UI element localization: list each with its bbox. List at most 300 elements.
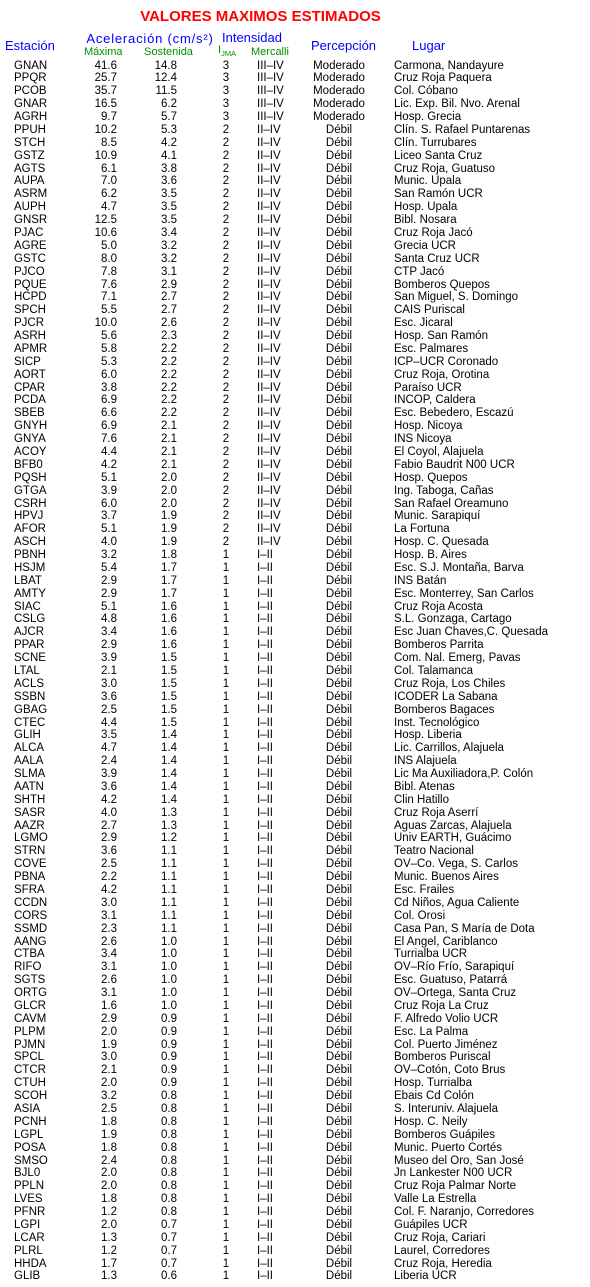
table-body [0,60,590,1284]
table-row [0,858,590,871]
max-acceleration: 3.1 [101,961,117,974]
max-acceleration: 2.0 [101,1218,117,1231]
sustained-acceleration: 1.1 [161,896,177,909]
perception: Moderado [313,72,365,85]
column-header-perception: Percepción [311,38,377,53]
station-code: PLRL [14,1244,43,1257]
station-code: ORTG [14,987,48,1000]
sustained-acceleration: 1.9 [161,510,177,523]
max-acceleration: 2.5 [101,858,117,871]
jma-intensity: 1 [222,768,230,781]
jma-intensity: 2 [222,471,230,484]
perception: Débil [325,871,353,884]
mercalli-intensity: I–II [257,845,273,858]
mercalli-intensity: I–II [257,690,273,703]
jma-intensity: 1 [222,549,230,562]
table-row [0,1245,590,1258]
table-row [0,536,590,549]
sustained-acceleration: 1.3 [161,819,177,832]
subheader-jma-intensity [218,44,236,57]
table-row [0,884,590,897]
perception: Débil [325,845,353,858]
station-code: PJCR [14,317,45,330]
perception: Débil [325,626,353,639]
station-code: AAZR [14,819,45,832]
table-row [0,343,590,356]
mercalli-intensity: I–II [257,677,273,690]
station-code: PPLN [14,1180,45,1193]
perception: Débil [325,858,353,871]
table-row [0,317,590,330]
perception: Débil [325,896,353,909]
location: Hosp. Upala [394,201,458,214]
location: OV–Ortega, Santa Cruz [394,987,517,1000]
location: Aguas Zarcas, Alajuela [394,819,512,832]
max-acceleration: 7.6 [101,433,117,446]
perception: Débil [325,1038,353,1051]
location: Hosp. Quepos [394,471,468,484]
table-row [0,742,590,755]
location: Com. Nal. Emerg, Pavas [394,652,521,665]
station-code: PQUE [14,278,47,291]
sustained-acceleration: 0.9 [161,1012,177,1025]
station-code: BFB0 [14,458,43,471]
station-code: SLMA [14,768,46,781]
location: Esc. La Palma [394,1025,469,1038]
mercalli-intensity: I–II [257,561,273,574]
mercalli-intensity: I–II [257,1051,273,1064]
jma-intensity: 3 [222,85,230,98]
table-row [0,987,590,1000]
max-acceleration: 1.3 [101,1231,117,1244]
max-acceleration: 9.7 [101,111,117,124]
jma-intensity: 2 [222,510,230,523]
mercalli-intensity: III–IV [257,85,284,98]
max-acceleration: 4.0 [101,536,117,549]
table-row [0,1000,590,1013]
sustained-acceleration: 1.4 [161,755,177,768]
table-row [0,420,590,433]
table-row [0,562,590,575]
max-acceleration: 2.4 [101,1154,117,1167]
location: Fabio Baudrit N00 UCR [394,458,515,471]
sustained-acceleration: 2.0 [161,484,177,497]
station-code: PPQR [14,72,47,85]
location: El Angel, Cariblanco [394,935,498,948]
sustained-acceleration: 2.2 [161,381,177,394]
sustained-acceleration: 1.5 [161,703,177,716]
location: Cruz Roja Aserrí [394,806,479,819]
location: Esc. Frailes [394,883,455,896]
perception: Débil [325,239,353,252]
mercalli-intensity: II–IV [257,394,281,407]
table-row [0,150,590,163]
location: OV–Río Frío, Sarapiquí [394,961,515,974]
sustained-acceleration: 3.5 [161,188,177,201]
sustained-acceleration: 4.2 [161,136,177,149]
station-code: SBEB [14,407,45,420]
sustained-acceleration: 0.8 [161,1141,177,1154]
location: Munic. Puerto Cortés [394,1141,503,1154]
perception: Débil [325,394,353,407]
jma-intensity: 1 [222,716,230,729]
mercalli-intensity: II–IV [257,433,281,446]
station-code: GNSR [14,214,48,227]
sustained-acceleration: 1.0 [161,974,177,987]
mercalli-intensity: I–II [257,1167,273,1180]
max-acceleration: 2.1 [101,1064,117,1077]
station-code: CCDN [14,896,48,909]
location: Esc. Guatuso, Patarrá [394,974,508,987]
location: Ebais Cd Colón [394,1090,474,1103]
perception: Débil [325,265,353,278]
sustained-acceleration: 1.5 [161,716,177,729]
station-code: SMSO [14,1154,48,1167]
jma-intensity: 2 [222,304,230,317]
max-acceleration: 8.0 [101,252,117,265]
sustained-acceleration: 1.6 [161,600,177,613]
jma-intensity: 1 [222,871,230,884]
mercalli-intensity: I–II [257,1154,273,1167]
mercalli-intensity: I–II [257,626,273,639]
max-acceleration: 41.6 [94,59,117,72]
sustained-acceleration: 2.2 [161,407,177,420]
mercalli-intensity: I–II [257,1180,273,1193]
sustained-acceleration: 0.8 [161,1090,177,1103]
max-acceleration: 1.8 [101,1115,117,1128]
sustained-acceleration: 1.5 [161,690,177,703]
jma-intensity: 1 [222,561,230,574]
table-row [0,665,590,678]
column-header-location: Lugar [412,38,446,53]
mercalli-intensity: II–IV [257,239,281,252]
location: La Fortuna [394,523,450,536]
perception: Moderado [313,98,365,111]
perception: Débil [325,883,353,896]
perception: Débil [325,1180,353,1193]
table-row [0,124,590,137]
mercalli-intensity: I–II [257,922,273,935]
max-acceleration: 4.4 [101,446,117,458]
jma-intensity: 2 [222,407,230,420]
perception: Débil [325,742,353,755]
station-code: ASRH [14,330,46,343]
location: Liberia UCR [394,1270,457,1283]
sustained-acceleration: 0.8 [161,1167,177,1180]
perception: Débil [325,1012,353,1025]
max-acceleration: 2.9 [101,587,117,600]
mercalli-intensity: I–II [257,549,273,562]
perception: Débil [325,1115,353,1128]
mercalli-intensity: I–II [257,974,273,987]
location: Bibl. Nosara [394,214,457,227]
mercalli-intensity: II–IV [257,497,281,510]
table-row [0,1193,590,1206]
location: INCOP, Caldera [394,394,476,407]
sustained-acceleration: 1.6 [161,639,177,652]
sustained-acceleration: 0.8 [161,1206,177,1219]
max-acceleration: 1.9 [101,1128,117,1141]
table-row [0,1116,590,1129]
sustained-acceleration: 2.1 [161,458,177,471]
table-row [0,1219,590,1232]
table-row [0,1180,590,1193]
perception: Débil [325,123,353,136]
mercalli-intensity: I–II [257,600,273,613]
station-code: CSRH [14,497,47,510]
table-row [0,111,590,124]
jma-intensity: 2 [222,239,230,252]
sustained-acceleration: 2.1 [161,446,177,458]
station-code: GSTZ [14,149,45,162]
location: Bibl. Atenas [394,780,455,793]
table-row [0,266,590,279]
jma-intensity: 1 [222,780,230,793]
table-row [0,1039,590,1052]
perception: Débil [325,342,353,355]
perception: Débil [325,703,353,716]
mercalli-intensity: I–II [257,768,273,781]
mercalli-intensity: I–II [257,1012,273,1025]
location: Clín. Turrubares [394,136,477,149]
table-row [0,356,590,369]
max-acceleration: 2.0 [101,1167,117,1180]
mercalli-intensity: I–II [257,1270,273,1283]
perception: Débil [325,497,353,510]
location: Cd Niños, Agua Caliente [394,896,520,909]
max-acceleration: 2.6 [101,974,117,987]
mercalli-intensity: I–II [257,1257,273,1270]
max-acceleration: 5.1 [101,471,117,484]
perception: Débil [325,1270,353,1283]
table-row [0,1064,590,1077]
table-row [0,459,590,472]
location: Bomberos Parrita [394,639,484,652]
station-code: AGTS [14,162,46,175]
sustained-acceleration: 2.3 [161,330,177,343]
table-row [0,845,590,858]
jma-intensity: 1 [222,574,230,587]
max-acceleration: 5.0 [101,239,117,252]
table-row [0,704,590,717]
page-title: VALORES MAXIMOS ESTIMADOS [140,8,381,25]
max-acceleration: 10.6 [94,227,117,239]
location: Liceo Santa Cruz [394,149,483,162]
location: Grecia UCR [394,239,456,252]
station-code: AGRH [14,111,48,124]
jma-intensity: 1 [222,987,230,1000]
mercalli-intensity: I–II [257,999,273,1012]
perception: Débil [325,961,353,974]
station-code: CSLG [14,613,46,626]
sustained-acceleration: 1.1 [161,871,177,884]
perception: Débil [325,471,353,484]
location: Museo del Oro, San José [394,1154,524,1167]
table-row [0,227,590,240]
mercalli-intensity: II–IV [257,407,281,420]
station-code: CORS [14,909,48,922]
jma-intensity: 1 [222,935,230,948]
perception: Débil [325,806,353,819]
sustained-acceleration: 1.9 [161,536,177,549]
max-acceleration: 4.2 [101,793,117,806]
table-row [0,923,590,936]
location: ICP–UCR Coronado [394,355,499,368]
jma-intensity: 2 [222,201,230,214]
location: Munic. Upala [394,175,462,188]
subheader-mercalli-intensity: Mercalli [251,45,289,58]
jma-intensity: 2 [222,330,230,343]
location: Cruz Roja, Guatuso [394,162,495,175]
max-acceleration: 5.4 [101,561,117,574]
mercalli-intensity: II–IV [257,252,281,265]
jma-intensity: 2 [222,149,230,162]
sustained-acceleration: 2.1 [161,420,177,433]
sustained-acceleration: 1.9 [161,523,177,536]
table-row [0,832,590,845]
sustained-acceleration: 2.9 [161,278,177,291]
location: Esc. Palmares [394,342,469,355]
max-acceleration: 10.2 [94,123,117,136]
location: Inst. Tecnológico [394,716,480,729]
max-acceleration: 4.8 [101,613,117,626]
jma-intensity: 1 [222,793,230,806]
max-acceleration: 6.1 [101,162,117,175]
perception: Débil [325,330,353,343]
table-row [0,382,590,395]
sustained-acceleration: 3.5 [161,214,177,227]
table-row [0,163,590,176]
jma-intensity: 2 [222,484,230,497]
max-acceleration: 2.1 [101,665,117,677]
max-acceleration: 6.0 [101,497,117,510]
station-code: GLCR [14,999,46,1012]
jma-intensity: 1 [222,909,230,922]
location: Guápiles UCR [394,1218,468,1231]
mercalli-intensity: I–II [257,1102,273,1115]
jma-intensity: 1 [222,806,230,819]
location: Cruz Roja La Cruz [394,999,489,1012]
perception: Débil [325,214,353,227]
subheader-sustained-acceleration: Sostenida [144,45,193,58]
perception: Débil [325,446,353,458]
max-acceleration: 1.9 [101,1038,117,1051]
location: Turrialba UCR [394,948,468,961]
station-code: SPCL [14,1051,45,1064]
station-code: CTCR [14,1064,46,1077]
max-acceleration: 6.9 [101,394,117,407]
max-acceleration: 2.3 [101,922,117,935]
max-acceleration: 3.4 [101,948,117,961]
max-acceleration: 3.0 [101,896,117,909]
max-acceleration: 7.8 [101,265,117,278]
perception: Débil [325,458,353,471]
mercalli-intensity: I–II [257,639,273,652]
table-row [0,433,590,446]
max-acceleration: 1.8 [101,1141,117,1154]
column-header-acceleration: Aceleración (cm/s²) [86,31,214,46]
table-row [0,1013,590,1026]
station-code: ACLS [14,677,45,690]
max-acceleration: 6.6 [101,407,117,420]
perception: Débil [325,188,353,201]
location: S.L. Gonzaga, Cartago [394,613,512,626]
station-code: SGTS [14,974,46,987]
perception: Débil [325,407,353,420]
jma-intensity: 1 [222,1128,230,1141]
station-code: AUPA [14,175,45,188]
max-acceleration: 25.7 [94,72,117,85]
max-acceleration: 5.8 [101,342,117,355]
mercalli-intensity: II–IV [257,484,281,497]
jma-intensity: 2 [222,420,230,433]
mercalli-intensity: I–II [257,1090,273,1103]
perception: Débil [325,793,353,806]
mercalli-intensity: II–IV [257,355,281,368]
mercalli-intensity: III–IV [257,98,284,111]
perception: Débil [325,561,353,574]
max-acceleration: 2.7 [101,819,117,832]
max-acceleration: 2.4 [101,755,117,768]
mercalli-intensity: I–II [257,703,273,716]
sustained-acceleration: 0.8 [161,1128,177,1141]
sustained-acceleration: 1.6 [161,626,177,639]
jma-intensity: 2 [222,536,230,549]
sustained-acceleration: 5.7 [161,111,177,124]
mercalli-intensity: I–II [257,780,273,793]
table-row [0,304,590,317]
jma-intensity: 2 [222,136,230,149]
jma-intensity: 2 [222,317,230,330]
sustained-acceleration: 1.7 [161,587,177,600]
station-code: AALA [14,755,44,768]
perception: Débil [325,587,353,600]
perception: Débil [325,1167,353,1180]
location: Esc. Bebedero, Escazú [394,407,514,420]
table-row [0,1167,590,1180]
max-acceleration: 1.2 [101,1206,117,1219]
station-code: STCH [14,136,46,149]
max-acceleration: 3.9 [101,768,117,781]
mercalli-intensity: I–II [257,1193,273,1206]
perception: Débil [325,201,353,214]
station-code: SHTH [14,793,46,806]
sustained-acceleration: 1.1 [161,909,177,922]
station-code: ASIA [14,1102,41,1115]
jma-intensity: 1 [222,896,230,909]
max-acceleration: 4.7 [101,742,117,755]
location: Lic. Exp. Bil. Nvo. Arenal [394,98,520,111]
station-code: ALCA [14,742,45,755]
location: CAIS Puriscal [394,304,465,317]
mercalli-intensity: I–II [257,1038,273,1051]
location: Col. F. Naranjo, Corredores [394,1206,534,1219]
table-row [0,1155,590,1168]
location: Esc. S.J. Montaña, Barva [394,561,524,574]
mercalli-intensity: II–IV [257,330,281,343]
mercalli-intensity: II–IV [257,471,281,484]
max-acceleration: 1.3 [101,1270,117,1283]
table-row [0,523,590,536]
jma-intensity: 1 [222,819,230,832]
location: Hosp. B. Aires [394,549,467,562]
perception: Débil [325,317,353,330]
mercalli-intensity: I–II [257,729,273,742]
location: Casa Pan, S María de Dota [394,922,535,935]
perception: Débil [325,690,353,703]
location: S. Interuniv. Alajuela [394,1102,498,1115]
perception: Débil [325,1025,353,1038]
